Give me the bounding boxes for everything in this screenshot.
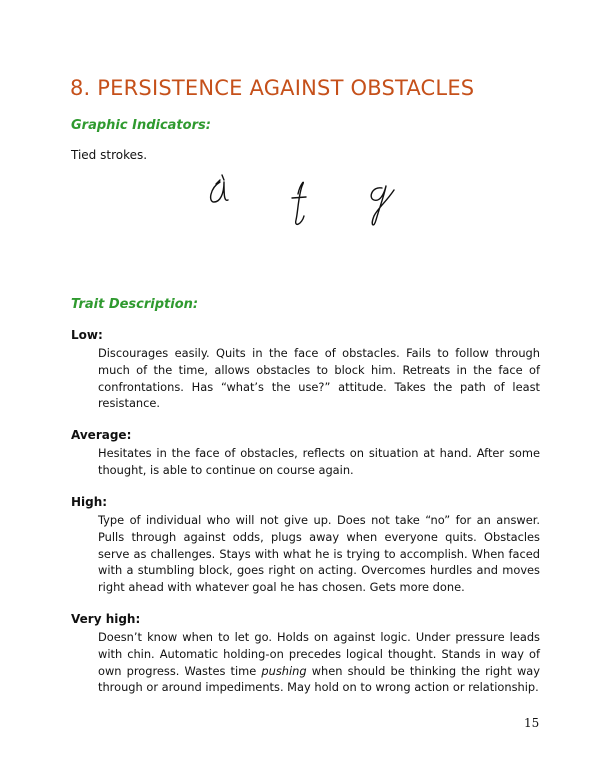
level-very-high-text xyxy=(98,629,540,696)
level-very-high-text-start: Doesn’t know when to let go. Holds on against logic. Under pressure leads with chin. Automatic holding-on precedes logical thought. Stands in way of own progress. Wastes time xyxy=(98,630,540,678)
level-high-label: High: xyxy=(71,495,108,509)
page-number: 15 xyxy=(524,716,540,730)
level-low-label: Low: xyxy=(71,328,103,342)
level-low-text: Discourages easily. Quits in the face of obstacles. Fails to follow through much of the time, allows obstacles to block him. Retreats in the face of confrontations. Has “what’s the use?” attitude. Takes the path of least resistance. xyxy=(98,346,540,411)
level-very-high-text-emphasis: pushing xyxy=(261,663,307,678)
level-very-high-label: Very high: xyxy=(71,612,141,626)
handwritten-d-sample xyxy=(211,175,228,202)
page-title: 8. PERSISTENCE AGAINST OBSTACLES xyxy=(70,76,475,100)
graphic-indicators-heading: Graphic Indicators: xyxy=(71,118,211,133)
handwritten-f-sample xyxy=(292,182,306,224)
level-high-text: Type of individual who will not give up. Does not take “no” for an answer. Pulls through against odds, plugs away when everyone quits. Obstacles serve as challenges. Stays with what he is trying to accomplish. When faced with a stumbling block, goes right on acting. Overcomes hurdles and moves right ahead with whatever goal he has chosen. Gets more done. xyxy=(98,513,540,595)
handwriting-samples xyxy=(180,172,440,242)
trait-description-heading: Trait Description: xyxy=(71,297,199,312)
level-very-high-text-end: when should be thinking the right way through or around impediments. May hold on to wrong action or relationship. xyxy=(98,663,540,695)
graphic-indicators-text: Tied strokes. xyxy=(71,148,148,162)
handwritten-g-sample xyxy=(371,186,394,225)
level-average-label: Average: xyxy=(71,428,132,442)
level-average-text: Hesitates in the face of obstacles, reflects on situation at hand. After some thought, is able to continue on course again. xyxy=(98,446,540,477)
